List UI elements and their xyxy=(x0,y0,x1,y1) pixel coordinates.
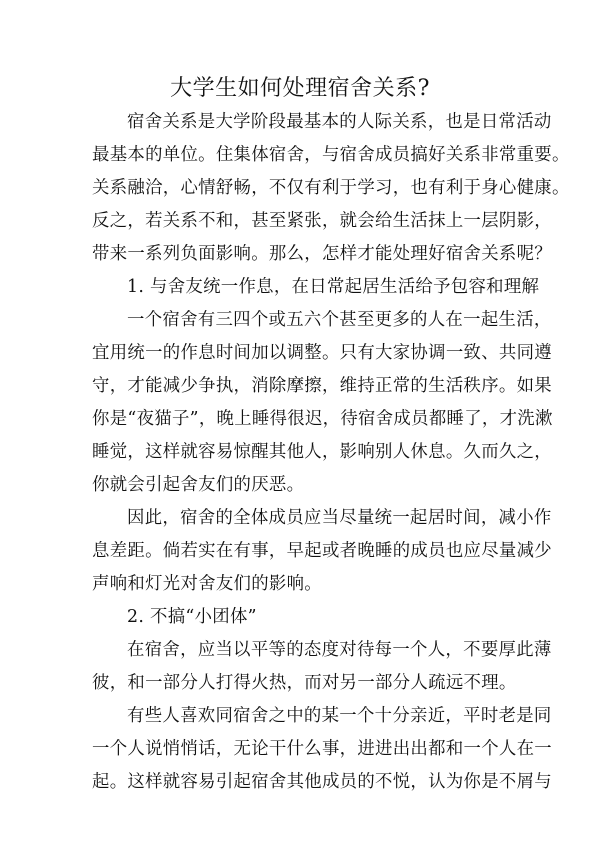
paragraph-line: 你就会引起舍友们的厌恶。 xyxy=(92,475,305,495)
paragraph-line: 因此，宿舍的全体成员应当尽量统一起居时间，减小作 xyxy=(127,508,552,528)
paragraph-line: 睡觉，这样就容易惊醒其他人，影响别人休息。久而久之， xyxy=(92,442,552,462)
paragraph-line: 一个人说悄悄话，无论干什么事，进进出出都和一个人在一 xyxy=(92,739,552,759)
section-heading-2: 2. 不搞“小团体” xyxy=(127,607,257,627)
paragraph-line: 守，才能减少争执，消除摩擦，维持正常的生活秩序。如果 xyxy=(92,376,552,396)
paragraph-line: 彼，和一部分人打得火热，而对另一部分人疏远不理。 xyxy=(92,673,517,693)
paragraph-line: 声响和灯光对舍友们的影响。 xyxy=(92,574,322,594)
paragraph-line: 起。这样就容易引起宿舍其他成员的不悦，认为你是不屑与 xyxy=(92,772,552,792)
paragraph-line: 关系融洽，心情舒畅，不仅有利于学习，也有利于身心健康。 xyxy=(92,178,570,198)
paragraph-line: 在宿舍，应当以平等的态度对待每一个人，不要厚此薄 xyxy=(127,640,552,660)
section-heading-1: 1. 与舍友统一作息，在日常起居生活给予包容和理解 xyxy=(127,277,540,297)
paragraph-line: 你是“夜猫子”，晚上睡得很迟，待宿舍成员都睡了，才洗漱 xyxy=(92,409,553,429)
paragraph-line: 最基本的单位。住集体宿舍，与宿舍成员搞好关系非常重要。 xyxy=(92,145,570,165)
page-title: 大学生如何处理宿舍关系? xyxy=(170,76,430,101)
paragraph-line: 带来一系列负面影响。那么，怎样才能处理好宿舍关系呢？ xyxy=(92,244,552,264)
paragraph-line: 反之，若关系不和，甚至紧张，就会给生活抹上一层阴影， xyxy=(92,211,552,231)
paragraph-line: 宿舍关系是大学阶段最基本的人际关系，也是日常活动 xyxy=(127,112,552,132)
paragraph-line: 有些人喜欢同宿舍之中的某一个十分亲近，平时老是同 xyxy=(127,706,552,726)
paragraph-line: 宜用统一的作息时间加以调整。只有大家协调一致、共同遵 xyxy=(92,343,552,363)
paragraph-line: 一个宿舍有三四个或五六个甚至更多的人在一起生活， xyxy=(127,310,552,330)
paragraph-line: 息差距。倘若实在有事，早起或者晚睡的成员也应尽量减少 xyxy=(92,541,552,561)
